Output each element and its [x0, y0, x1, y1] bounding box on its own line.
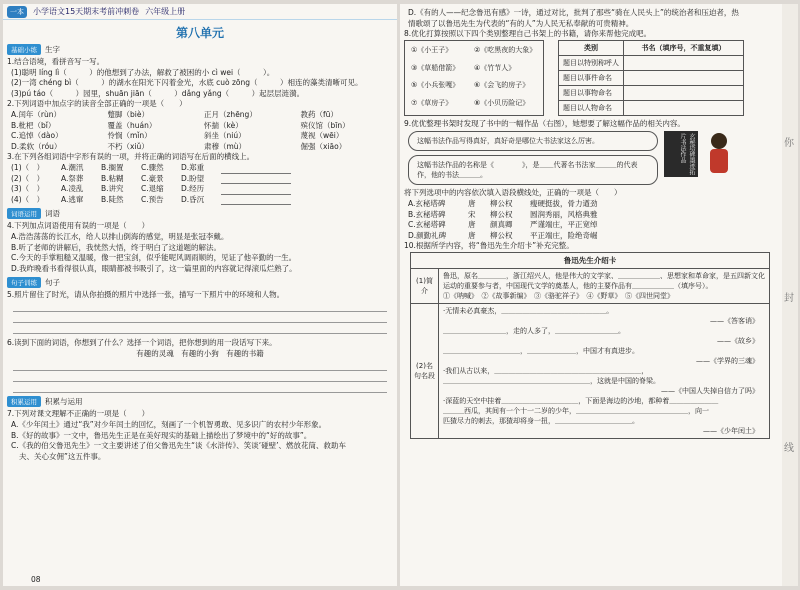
answer-blank[interactable]: [221, 195, 291, 206]
option-cell: 柳公权: [490, 198, 513, 208]
category-answer[interactable]: [624, 85, 744, 100]
option-cell: C.玄秘塔碑: [408, 220, 446, 230]
quote-line: ＿＿＿＿＿＿＿＿＿＿＿＿＿＿＿＿＿＿＿＿＿，这就是中国的脊梁。: [443, 376, 660, 385]
book-item: ①《小王子》: [411, 45, 453, 54]
option-cell: 柳公权: [490, 230, 513, 240]
option-cell: 殡仪馆（bīn）: [300, 120, 350, 130]
option-cell: 覆盖（huán）: [107, 120, 157, 130]
book-title: 小学语文15天期末考前冲刺卷: [33, 7, 140, 16]
quote-line: ＿＿＿西瓜，其间有一个十一二岁的少年，＿＿＿＿＿＿＿＿＿＿＿＿＿＿＿＿，向一: [443, 406, 709, 415]
answer-line[interactable]: [13, 301, 387, 312]
option-cell: 严谨端庄，平正宽绰: [530, 220, 598, 230]
option-cell: C.追悼（dào）: [11, 131, 63, 141]
section-heading: 句子训练 句子: [7, 277, 397, 288]
unit-title: 第八单元: [175, 26, 224, 40]
option-cell: (4)（ ）: [11, 194, 45, 204]
student-figure: [704, 131, 734, 175]
option-cell: A.祭葬: [61, 173, 84, 183]
quote-line: ——《答客诮》: [710, 316, 759, 325]
question-3: 3.在下列各组词语中字形有误的一项，并将正确的词语写在后面的横线上。: [7, 152, 255, 162]
answer-blank[interactable]: [221, 174, 291, 185]
option-cell: C.豪景: [141, 173, 164, 183]
option-cell: 倔强（xiāo）: [300, 141, 347, 151]
card-label: (1)简介: [411, 269, 439, 303]
q9-illustration: [408, 131, 782, 185]
option-cell: D.昏沉: [181, 194, 205, 204]
question-9-select: 将下列选项中的内容依次填入语段横线处，正确的一项是（ ）: [404, 188, 622, 198]
option-line: 夫、关心女佣”这五件事。: [19, 451, 106, 461]
question-7: 7.下列对课文理解不正确的一项是（ ）: [7, 409, 150, 419]
answer-line[interactable]: [13, 382, 387, 393]
option-cell: A.玄秘塔碑: [408, 198, 446, 208]
works-list: ①《呐喊》 ②《故事新编》 ③《骆驼祥子》 ④《野草》 ⑤《四世同堂》: [443, 291, 674, 300]
quote-line: ＿＿＿＿＿＿＿＿＿＿＿，＿＿＿＿＿＿＿，中国才有真进步。: [443, 346, 639, 355]
option-cell: 唐: [468, 220, 476, 230]
option-cell: B.陡然: [101, 194, 124, 204]
category-label: 题目以特别称呼人: [559, 55, 624, 70]
intro-card: [410, 252, 770, 439]
option-cell: 柳公权: [490, 209, 513, 219]
option-cell: 圆润秀丽，风格典雅: [530, 209, 598, 219]
option-cell: 颜真卿: [490, 220, 513, 230]
option-cell: 蹩脚（biè）: [107, 109, 149, 119]
option-cell: C.退缩: [141, 184, 164, 194]
category-answer[interactable]: [624, 70, 744, 85]
option-cell: 唐: [468, 230, 476, 240]
option-cell: D.颜勤礼碑: [408, 230, 447, 240]
quote-line: 匹猹尽力的刺去，那猹却将身一扭，＿＿＿＿＿＿＿＿＿＿＿。: [443, 416, 639, 425]
option-row: [3, 131, 397, 142]
category-answer[interactable]: [624, 100, 744, 115]
option-row: [400, 220, 640, 231]
option-cell: 怀揣（kè）: [204, 120, 243, 130]
option-line: C.今天的手掌粗糙又温暖，像一把宝剑，似乎能呢风调雨顺的，见证了他辛勤的一生。: [11, 253, 297, 263]
category-answer[interactable]: [624, 55, 744, 70]
option-cell: B.玄秘塔碑: [408, 209, 446, 219]
table-header: 书名（填序号，不重复填）: [624, 40, 744, 55]
category-label: 题目以事件命名: [559, 70, 624, 85]
option-cell: 斜坐（niú）: [204, 131, 246, 141]
option-cell: D.柔软（róu）: [11, 141, 62, 151]
option-cell: 不朽（xiǔ）: [107, 141, 149, 151]
option-cell: B.粘糊: [101, 173, 124, 183]
quote-line: ——《学界的三魂》: [696, 356, 759, 365]
q2-options: [3, 110, 397, 152]
card-title: 鲁迅先生介绍卡: [411, 253, 769, 269]
option-cell: D.盼望: [181, 173, 205, 183]
option-cell: 怜悯（mǐn）: [107, 131, 152, 141]
quote-line: ·深蓝的天空中挂着＿＿＿＿＿＿＿＿＿＿＿，下面是海边的沙地，都种着＿＿＿＿＿＿＿: [443, 396, 719, 405]
category-label: 题目以人物命名: [559, 100, 624, 115]
option-row: [400, 199, 640, 210]
book-item: ⑤《小兵张嘎》: [411, 81, 460, 90]
book-item: ⑦《草房子》: [411, 99, 453, 108]
option-cell: B.搁置: [101, 162, 124, 172]
quote-line: ＿＿＿＿＿＿＿＿＿，走的人多了，＿＿＿＿＿＿＿＿＿。: [443, 326, 625, 335]
question-10: 10.根据所学内容，将“鲁迅先生介绍卡”补充完整。: [404, 241, 574, 251]
option-cell: 肃穆（mù）: [204, 141, 247, 151]
book-item: ⑥《会飞的房子》: [474, 81, 530, 90]
option-line: B.听了老师的讲解后，我恍然大悟，终于明白了这道题的解法。: [11, 242, 222, 252]
book-item: ⑧《小贝历险记》: [474, 99, 530, 108]
question-9: 9.优优整理书架时发现了书中的一幅作品（右图），她想要了解这幅作品的相关内容。: [404, 118, 685, 128]
option-cell: 平正端庄，险绝奇崛: [530, 230, 598, 240]
question-6: 6.读到下面的词语，你想到了什么？选择一个词语，把你想到的用一段话写下来。: [7, 337, 277, 347]
option-cell: (1)（ ）: [11, 162, 45, 172]
option-cell: A.逃窜: [61, 194, 84, 204]
word-choices: 有趣的灵魂 有趣的小狗 有趣的书籍: [136, 349, 264, 359]
q9-options: [400, 199, 782, 241]
series-logo: 一本: [7, 6, 27, 18]
question-8: 8.优化打算按照以下四个类别整理自己书架上的书籍，请你来帮他完成吧。: [404, 29, 652, 39]
option-cell: A.凌乱: [61, 184, 84, 194]
option-cell: 蔑视（wēi）: [300, 131, 344, 141]
book-item: ④《竹节人》: [474, 63, 516, 72]
question-line: (1)聪明 líng lì（ ）的他想到了办法，解救了被困的小 cì wei（ ）。: [11, 67, 275, 77]
option-line: B.《好的故事》一文中，鲁迅先生正是在美好现实的基础上描绘出了梦境中的“好的故事”。: [11, 430, 312, 440]
calligraphy-image: 玄秘塔碑墨迹拓片书法作品: [664, 131, 698, 177]
option-row: [3, 110, 397, 121]
option-line: D.《有的人——纪念鲁迅有感》一诗，通过对比，批判了那些“骑在人民头上”的统治者和压迫者，热: [408, 8, 739, 17]
page-number: 08: [31, 575, 41, 584]
option-row: [3, 174, 397, 185]
right-page: [400, 4, 782, 586]
q3-options: [3, 163, 397, 205]
option-cell: (3)（ ）: [11, 184, 45, 194]
answer-line[interactable]: [13, 360, 387, 371]
section-heading: 基础小练 生字: [7, 44, 397, 55]
option-cell: 正月（zhēng）: [204, 109, 257, 119]
option-cell: D.经历: [181, 184, 205, 194]
option-cell: B.讲究: [101, 184, 124, 194]
quote-line: ——《少年闰土》: [703, 426, 759, 435]
answer-line[interactable]: [13, 371, 387, 382]
category-table: [558, 40, 744, 116]
quote-line: ——《故乡》: [717, 336, 759, 345]
question-line: (2)一湾 chéng bì（ ）的湖水在阳光下闪着金光，水底 cuò zōng（ ）相连的藻类清晰可见。: [11, 78, 363, 88]
section-heading: 词语运用 词语: [7, 208, 397, 219]
category-label: 题目以事物命名: [559, 85, 624, 100]
option-cell: C.预告: [141, 194, 164, 204]
quote-line: ·我们从古以来，＿＿＿＿＿＿＿＿＿＿＿＿＿＿＿＿＿＿＿＿＿，: [443, 366, 649, 375]
option-line: C.《我的伯父鲁迅先生》一文主要讲述了伯父鲁迅先生“谈《水浒传》、笑谈‘碰壁’、燃放花筒、救助车: [11, 441, 347, 451]
option-cell: B.枇杷（bǐ）: [11, 120, 56, 130]
question-2: 2.下列词语中加点字的读音全部正确的一项是（ ）: [7, 99, 187, 109]
left-page: [3, 4, 397, 586]
book-item: ③《草船借箭》: [411, 63, 460, 72]
speech-bubble: 这幅书法作品的名称是《 》，是＿＿代著名书法家＿＿＿的代表作，他的书法＿＿＿。: [408, 155, 658, 185]
book-item: ②《吃黑夜的大象》: [474, 45, 537, 54]
option-line: D.我昨晚看书看得很认真，眼睛都被书吸引了，这一篇里面的内容就记得滚瓜烂熟了。: [11, 263, 297, 273]
binding-mark: 你: [784, 138, 794, 149]
card-label: (2)名句名段: [411, 304, 439, 438]
option-cell: 瘦硬挺拔，骨力遒劲: [530, 198, 598, 208]
table-header: 类别: [559, 40, 624, 55]
option-row: [400, 210, 640, 221]
binding-mark: 线: [784, 443, 794, 454]
question-5: 5.照片留住了时光，请从你拍摄的照片中选择一张，描写一下照片中的环境和人物。: [7, 290, 285, 300]
option-line: A.《少年闰土》通过“我”对少年闰土的回忆，刻画了一个机智勇敢、见多识广的农村少年形象。: [11, 420, 327, 430]
option-line: 情歌颂了以鲁迅先生为代表的“有的人”为人民无私奉献的可贵精神。: [408, 18, 634, 28]
option-cell: A.潮汛: [61, 162, 84, 172]
quote-line: ·无情未必真豪杰，＿＿＿＿＿＿＿＿＿＿＿＿＿＿＿。: [443, 306, 614, 315]
question-line: (3)pú táo（ ）园里，shuān jiān（ ）dǎng yǎng（ ）起层层涟漪。: [11, 88, 305, 98]
option-cell: 教药（fū）: [300, 109, 338, 119]
option-cell: A.闰年（rùn）: [11, 109, 61, 119]
answer-line[interactable]: [13, 323, 387, 334]
option-cell: C.骤然: [141, 162, 164, 172]
speech-bubble: 这幅书法作品写得真好，真好奇是哪位大书法家这么厉害。: [408, 131, 658, 151]
answer-blank[interactable]: [221, 184, 291, 195]
option-row: [3, 163, 397, 174]
option-row: [3, 121, 397, 132]
option-line: A.浩浩荡荡的长江水，给人以排山倒海的感觉，明显是张冠李戴。: [11, 231, 229, 241]
question-4: 4.下列加点词语使用有误的一项是（ ）: [7, 221, 150, 231]
binding-margin: [782, 4, 798, 586]
section-heading: 积累运用 积累与运用: [7, 396, 397, 407]
page-header: [3, 4, 397, 20]
binding-mark: 封: [784, 293, 794, 304]
option-row: [400, 231, 640, 242]
q8-content: [400, 40, 782, 116]
intro-text: 鲁迅，原名＿＿＿＿，浙江绍兴人，他是伟大的文学家、＿＿＿＿＿＿、思想家和革命家，是五四新文化运动的重要参与者，中国现代文学的奠基人，他的主要作品有＿＿＿＿＿＿（填序号）。: [443, 271, 765, 290]
option-cell: 唐: [468, 198, 476, 208]
option-row: [3, 184, 397, 195]
answer-blank[interactable]: [221, 163, 291, 174]
quote-list: [439, 304, 769, 438]
answer-line[interactable]: [13, 312, 387, 323]
option-cell: D.郑重: [181, 162, 205, 172]
option-row: [3, 195, 397, 206]
quote-line: ——《中国人失掉自信力了吗》: [661, 386, 759, 395]
question-1: 1.结合语境，看拼音写一写。: [7, 57, 105, 66]
option-cell: (2)（ ）: [11, 173, 45, 183]
book-list: [404, 40, 544, 116]
grade-label: 六年级上册: [145, 7, 186, 16]
option-row: [3, 142, 397, 153]
option-cell: 宋: [468, 209, 476, 219]
